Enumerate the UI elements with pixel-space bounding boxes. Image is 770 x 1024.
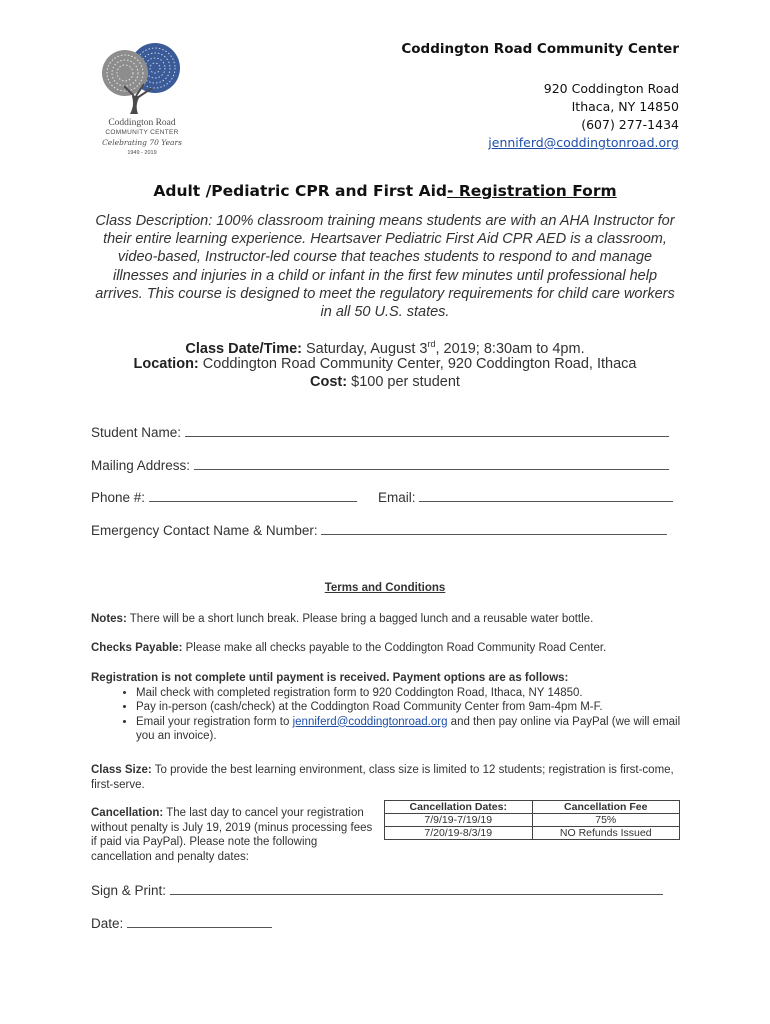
emergency-contact-label: Emergency Contact Name & Number: xyxy=(91,523,318,538)
table-row xyxy=(385,827,680,840)
table-header: Cancellation Fee xyxy=(532,801,680,814)
registration-heading: Registration is not complete until payment is received. Payment options are as follows: xyxy=(91,672,569,684)
date-value-pre: Saturday, August 3 xyxy=(306,340,428,357)
class-size-label: Class Size: xyxy=(91,764,152,776)
location-label: Location: xyxy=(133,356,199,372)
payment-option xyxy=(136,715,681,744)
phone-input[interactable] xyxy=(149,488,357,502)
sign-print-label: Sign & Print: xyxy=(91,883,167,898)
option3-post: and then pay online via PayPal (we will email you an invoice). xyxy=(136,715,681,742)
notes-label: Notes: xyxy=(91,613,127,625)
sign-print-input[interactable] xyxy=(170,881,663,895)
title-part-2: - Registration Form xyxy=(447,182,617,200)
cost-line xyxy=(0,374,770,390)
table-cell: 7/20/19-8/3/19 xyxy=(385,827,533,840)
table-header-row xyxy=(385,801,680,814)
terms-title: Terms and Conditions xyxy=(324,582,446,594)
mailing-address-field xyxy=(91,456,669,473)
date-input[interactable] xyxy=(127,914,272,928)
email-field xyxy=(378,488,673,505)
phone-number: (607) 277-1434 xyxy=(581,117,679,132)
date-sup: rd xyxy=(427,339,436,349)
class-description: Class Description: 100% classroom training means students are with an AHA Instructor for their entire learning experience. Heartsaver Pediatric First Aid CPR AED is a classroom, video-based, Instructor-led course that teaches students to respond to and manage illnesses and injuries in a child or infant in the first few minutes until professional help arrives. This course is designed to meet the regulatory requirements for child care workers in all 50 U.S. states. xyxy=(95,213,675,321)
email-input[interactable] xyxy=(419,488,673,502)
date-value-post: , 2019; 8:30am to 4pm. xyxy=(435,340,585,357)
address-line-2: Ithaca, NY 14850 xyxy=(571,99,679,114)
table-cell: NO Refunds Issued xyxy=(532,827,680,840)
address-line-1: 920 Coddington Road xyxy=(543,81,679,96)
date-field-label: Date: xyxy=(91,916,124,931)
student-name-input[interactable] xyxy=(185,423,669,437)
center-name: Coddington Road Community Center xyxy=(401,41,679,57)
table-header: Cancellation Dates: xyxy=(385,801,533,814)
title-part-1: Adult /Pediatric CPR and First Aid xyxy=(153,182,447,200)
date-label: Class Date/Time: xyxy=(185,340,302,357)
email-link[interactable]: jenniferd@coddingtonroad.org xyxy=(488,135,679,150)
registration-email-link[interactable]: jenniferd@coddingtonroad.org xyxy=(292,715,448,728)
student-name-field xyxy=(91,423,669,440)
checks-paragraph xyxy=(91,641,681,656)
table-cell: 7/9/19-7/19/19 xyxy=(385,814,533,827)
cost-value: $100 per student xyxy=(351,374,460,390)
student-name-label: Student Name: xyxy=(91,425,182,440)
logo-name: Coddington Road xyxy=(108,118,176,128)
email-label: Email: xyxy=(378,490,416,505)
table-cell: 75% xyxy=(532,814,680,827)
sign-print-field xyxy=(91,881,663,898)
payment-options-list xyxy=(91,686,681,744)
logo-subtitle: COMMUNITY CENTER xyxy=(105,129,179,136)
class-size-paragraph xyxy=(91,763,681,792)
location-line xyxy=(0,356,770,372)
class-size-text: To provide the best learning environment, class size is limited to 12 students; registration is first-come, first-serve. xyxy=(91,764,674,791)
registration-section xyxy=(91,671,681,744)
cancellation-paragraph xyxy=(91,806,381,864)
logo-years: 1949 - 2019 xyxy=(127,150,157,156)
phone-field xyxy=(91,488,357,505)
class-date-line xyxy=(0,339,770,357)
notes-text: There will be a short lunch break. Please bring a bagged lunch and a reusable water bottle. xyxy=(129,613,594,625)
cancellation-table xyxy=(384,800,680,840)
payment-option: • Mail check with completed registration form to 920 Coddington Road, Ithaca, NY 14850. xyxy=(136,686,681,701)
checks-text: Please make all checks payable to the Coddington Road Community Road Center. xyxy=(185,642,607,654)
form-title xyxy=(0,182,770,200)
cost-label: Cost: xyxy=(310,374,348,390)
cancellation-label: Cancellation: xyxy=(91,807,164,819)
mailing-address-label: Mailing Address: xyxy=(91,458,191,473)
cancellation-text: The last day to cancel your registration without penalty is July 19, 2019 (minus processing fees if paid via PayPal). Please note the following cancellation and penalty dates: xyxy=(91,807,373,863)
community-center-logo xyxy=(92,38,192,163)
phone-label: Phone #: xyxy=(91,490,146,505)
emergency-contact-field xyxy=(91,521,667,538)
payment-option: • Pay in-person (cash/check) at the Coddington Road Community Center from 9am-4pm M-F. xyxy=(136,700,681,715)
checks-label: Checks Payable: xyxy=(91,642,183,654)
mailing-address-input[interactable] xyxy=(194,456,669,470)
logo-tagline: Celebrating 70 Years xyxy=(102,138,182,147)
option3-pre: Email your registration form to xyxy=(136,715,293,728)
date-field xyxy=(91,914,272,931)
table-row xyxy=(385,814,680,827)
notes-paragraph xyxy=(91,612,681,627)
emergency-contact-input[interactable] xyxy=(321,521,667,535)
location-value: Coddington Road Community Center, 920 Coddington Road, Ithaca xyxy=(202,356,637,372)
